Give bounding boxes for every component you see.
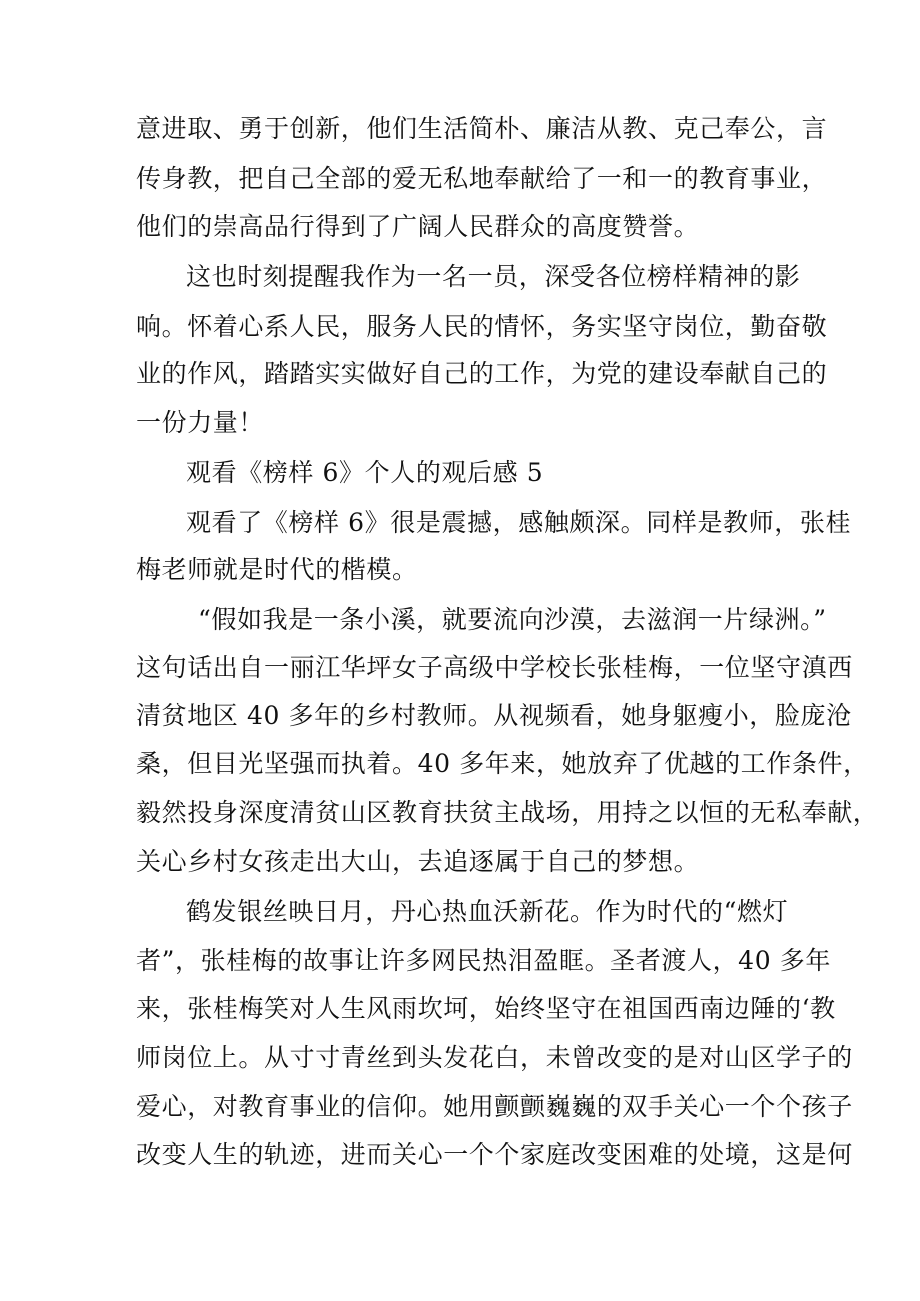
text-line: 桑，但目光坚强而执着。40 多年来，她放弃了优越的工作条件，	[136, 749, 869, 778]
text-line: 这也时刻提醒我作为一名一员，深受各位榜样精神的影	[186, 262, 801, 291]
text-line: 这句话出自一丽江华坪女子高级中学校长张桂梅，一位坚守滇西	[136, 653, 853, 682]
text-line: 观看了《榜样 6》很是震撼，感触颇深。同样是教师，张桂	[186, 508, 852, 537]
text-line: 鹤发银丝映日月，丹心热血沃新花。作为时代的“燃灯	[186, 897, 789, 926]
section-heading: 观看《榜样 6》个人的观后感 5	[186, 458, 544, 487]
text-line: “假如我是一条小溪，就要流向沙漠，去滋润一片绿洲。”	[198, 605, 827, 634]
text-line: 意进取、勇于创新，他们生活简朴、廉洁从教、克己奉公，言	[136, 114, 828, 143]
text-line: 爱心，对教育事业的信仰。她用颤颤巍巍的双手关心一个个孩子	[136, 1092, 853, 1121]
text-line: 改变人生的轨迹，进而关心一个个家庭改变困难的处境，这是何	[136, 1140, 853, 1169]
text-line: 师岗位上。从寸寸青丝到头发花白，未曾改变的是对山区学子的	[136, 1043, 853, 1072]
text-line: 来，张桂梅笑对人生风雨坎坷，始终坚守在祖国西南边陲的‘教	[136, 994, 836, 1023]
text-line: 者”，张桂梅的故事让许多网民热泪盈眶。圣者渡人，40 多年	[136, 946, 831, 975]
text-line: 传身教，把自己全部的爱无私地奉献给了一和一的教育事业，	[136, 164, 828, 193]
text-line: 业的作风，踏踏实实做好自己的工作，为党的建设奉献自己的	[136, 359, 828, 388]
text-line: 他们的崇高品行得到了广阔人民群众的高度赞誉。	[136, 212, 700, 241]
text-line: 梅老师就是时代的楷模。	[136, 555, 418, 584]
text-line: 关心乡村女孩走出大山，去追逐属于自己的梦想。	[136, 847, 700, 876]
text-line: 毅然投身深度清贫山区教育扶贫主战场，用持之以恒的无私奉献，	[136, 798, 879, 827]
text-line: 清贫地区 40 多年的乡村教师。从视频看，她身躯瘦小，脸庞沧	[136, 701, 852, 730]
text-line: 一份力量！	[136, 408, 265, 437]
text-line: 响。怀着心系人民，服务人民的情怀，务实坚守岗位，勤奋敬	[136, 312, 828, 341]
